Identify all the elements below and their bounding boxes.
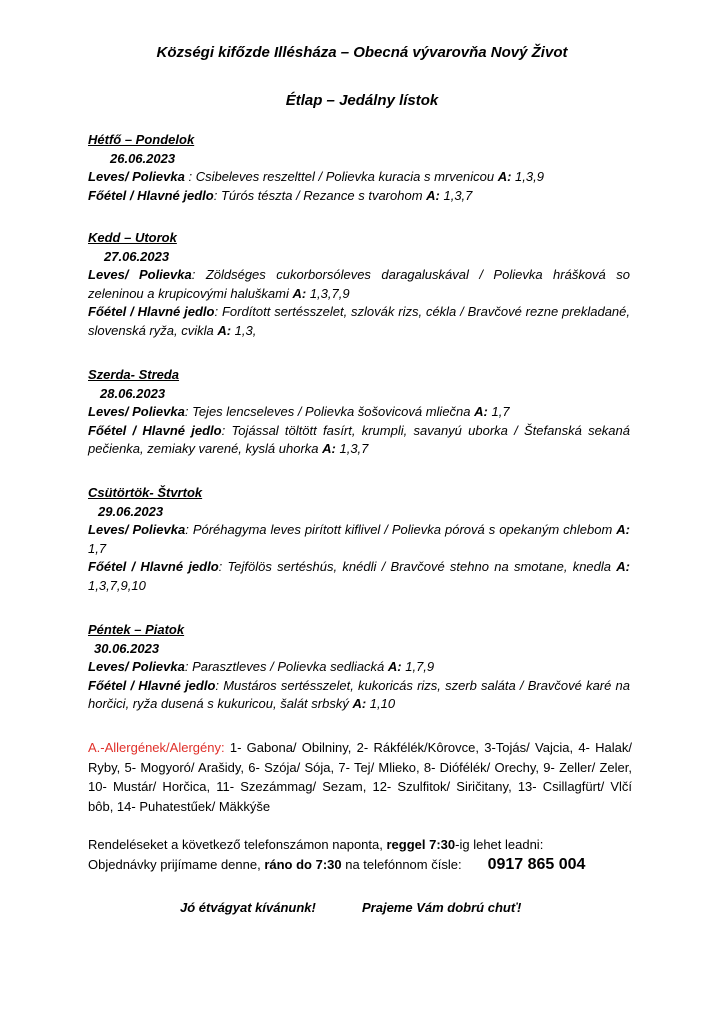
allergen-legend-label: A.-Allergének/Alergény: <box>88 740 225 755</box>
main-allergens: 1,3,7 <box>335 441 369 456</box>
order-time-hu: reggel 7:30 <box>386 837 456 852</box>
soup-allergens: 1,7 <box>88 540 107 556</box>
soup-text: Tejes lencseleves / Polievka šošovicová mliečna <box>192 404 471 419</box>
order-line-hu: Rendeléseket a következő telefonszámon naponta, reggel 7:30-ig lehet leadni: <box>88 837 544 852</box>
main-text: Mustáros sertésszelet, kukoricás rizs, szerb saláta / Bravčové karé na horčici, ryža dusená s kukuricou, šalát srbský <box>88 677 630 711</box>
allergen-marker: A: <box>616 522 630 537</box>
soup-allergens: 1,3,9 <box>511 169 544 184</box>
soup-label: Leves/ Polievka <box>88 169 185 184</box>
soup-line: Leves/ Polievka: Zöldséges cukorborsóleves daragaluskával / Polievka hrášková so zeleninou a krupicovými haluškami A: 1,3,7,9 <box>88 267 630 301</box>
soup-line: Leves/ Polievka: Póréhagyma leves pirított kiflivel / Polievka pórová s opekaným chlebom A: 1,7 <box>88 522 630 556</box>
day-block-tuesday <box>88 229 630 340</box>
soup-label: Leves/ Polievka <box>88 267 192 282</box>
day-block-thursday <box>88 484 630 595</box>
soup-text: Csibeleves reszelttel / Polievka kuracia s mrvenicou <box>195 169 495 184</box>
day-name: Csütörtök- Štvrtok <box>88 485 203 500</box>
order-line-sk: Objednávky prijímame denne, ráno do 7:30 na telefónnom čísle: 0917 865 004 <box>88 855 586 873</box>
allergen-marker: A: <box>497 169 512 184</box>
day-date: 30.06.2023 <box>94 640 160 656</box>
main-allergens: 1,3, <box>231 322 257 338</box>
soup-label: Leves/ Polievka <box>88 522 186 537</box>
soup-text: Zöldséges cukorborsóleves daragaluskával / Polievka hrášková so zeleninou a krupicovými haluškami <box>88 267 630 301</box>
soup-label: Leves/ Polievka <box>88 659 185 674</box>
phone-number: 0917 865 004 <box>487 855 586 873</box>
allergen-legend-text: 1- Gabona/ Obilniny, 2- Rákfélék/Kôrovce, 3-Tojás/ Vajcia, 4- Halak/ Ryby, 5- Mogyoró/ Arašidy, 6- Szója/ Sója, 7- Tej/ Mlieko, 8- Diófélék/ Orechy, 9- Zeller/ Zeler, 10- Mustár/ Horčica, 11- Szezámmag/ Sezam, 12- Szulfitok/ Siričitany, 13- Csillagfürt/ Vlčí bôb, 14- Puhatestűek/ Mäkkýše <box>88 740 632 814</box>
order-time-sk: ráno do 7:30 <box>264 856 342 872</box>
page-subtitle: Étlap – Jedálny lístok <box>285 92 439 109</box>
allergen-marker: A: <box>426 187 440 203</box>
main-line: Főétel / Hlavné jedlo: Túrós tészta / Rezance s tvarohom A: 1,3,7 <box>88 187 473 203</box>
soup-allergens: 1,7 <box>487 404 510 419</box>
day-name: Péntek – Piatok <box>88 622 185 637</box>
soup-line: Leves/ Polievka: Tejes lencseleves / Polievka šošovicová mliečna A: 1,7 <box>88 404 510 419</box>
main-line: Főétel / Hlavné jedlo: Mustáros sertésszelet, kukoricás rizs, szerb saláta / Bravčové karé na horčici, ryža dusená s kukuricou, šalát srbský A: 1,10 <box>88 677 630 711</box>
allergen-legend <box>88 738 632 816</box>
footer-greeting-hu: Jó étvágyat kívánunk! <box>180 900 316 915</box>
main-line: Főétel / Hlavné jedlo: Tojással töltött fasírt, krumpli, savanyú uborka / Štefanská sekaná pečienka, zemiaky varené, kyslá uhorka A: 1,3,7 <box>88 422 630 456</box>
allergen-marker: A: <box>292 285 307 301</box>
main-label: Főétel / Hlavné jedlo <box>88 422 222 438</box>
soup-line: Leves/ Polievka : Csibeleves reszelttel / Polievka kuracia s mrvenicou A: 1,3,9 <box>88 169 544 184</box>
main-text: Tojással töltött fasírt, krumpli, savanyú uborka / Štefanská sekaná pečienka, zemiaky varené, kyslá uhorka <box>88 422 630 456</box>
order-info <box>88 835 648 874</box>
page-title: Községi kifőzde Illésháza – Obecná vývarovňa Nový Život <box>156 44 568 61</box>
main-line: Főétel / Hlavné jedlo: Tejfölös sertéshús, knédli / Bravčové stehno na smotane, knedla A: 1,3,7,9,10 <box>88 559 630 593</box>
main-allergens: 1,3,7,9,10 <box>88 577 146 593</box>
main-label: Főétel / Hlavné jedlo <box>88 304 215 319</box>
soup-text: Parasztleves / Polievka sedliacká <box>192 659 385 674</box>
main-allergens: 1,10 <box>366 696 396 711</box>
main-text: Túrós tészta / Rezance s tvarohom <box>220 187 423 203</box>
day-name: Kedd – Utorok <box>88 230 177 245</box>
soup-allergens: 1,7,9 <box>401 659 435 674</box>
allergen-marker: A: <box>217 322 232 338</box>
day-block-wednesday <box>88 366 630 459</box>
soup-label: Leves/ Polievka <box>88 404 185 419</box>
footer-greeting-sk: Prajeme Vám dobrú chuť! <box>362 900 522 915</box>
day-name: Hétfő – Pondelok <box>88 132 195 147</box>
allergen-marker: A: <box>322 441 336 456</box>
allergen-marker: A: <box>387 659 402 674</box>
main-line: Főétel / Hlavné jedlo: Fordított sertésszelet, szlovák rizs, cékla / Bravčové rezne prekladané, slovenská ryža, cvikla A: 1,3, <box>88 304 630 338</box>
day-date: 26.06.2023 <box>110 150 176 166</box>
main-text: Fordított sertésszelet, szlovák rizs, cékla / Bravčové rezne prekladané, slovenská ryža, cvikla <box>88 304 630 338</box>
day-date: 27.06.2023 <box>104 248 170 264</box>
day-block-monday <box>88 131 630 205</box>
main-allergens: 1,3,7 <box>439 187 473 203</box>
soup-allergens: 1,3,7,9 <box>306 285 350 301</box>
soup-line: Leves/ Polievka: Parasztleves / Polievka sedliacká A: 1,7,9 <box>88 659 435 674</box>
soup-text: Póréhagyma leves pirított kiflivel / Polievka pórová s opekaným chlebom <box>192 522 613 537</box>
main-label: Főétel / Hlavné jedlo <box>88 559 219 574</box>
allergen-marker: A: <box>474 404 488 419</box>
main-label: Főétel / Hlavné jedlo <box>88 677 216 693</box>
day-name: Szerda- Streda <box>88 367 180 382</box>
day-block-friday <box>88 621 630 714</box>
allergen-marker: A: <box>352 696 367 711</box>
main-text: Tejfölös sertéshús, knédli / Bravčové stehno na smotane, knedla <box>227 559 612 574</box>
day-date: 28.06.2023 <box>100 385 166 401</box>
day-date: 29.06.2023 <box>98 503 164 519</box>
main-label: Főétel / Hlavné jedlo <box>88 187 214 203</box>
allergen-marker: A: <box>616 559 630 574</box>
